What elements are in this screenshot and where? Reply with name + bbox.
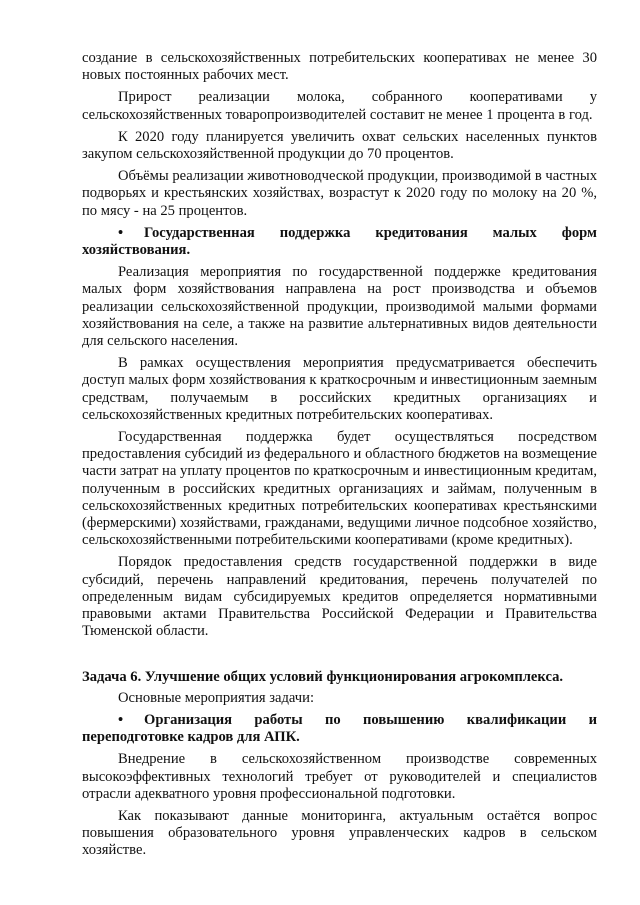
document-page	[82, 50, 597, 865]
task-heading: Задача 6. Улучшение общих условий функционирования агрокомплекса.	[82, 668, 564, 685]
bullet-heading-credit-support	[82, 225, 597, 259]
bullet-heading-training	[82, 712, 597, 746]
paragraph: Порядок предоставления средств государственной поддержки в виде субсидий, перечень направлений кредитования, перечень получателей по определенным видам субсидируемых кредитов определяется нормативными правовыми актами Правительства Российской Федерации и Правительства Тюменской области.	[82, 554, 597, 640]
paragraph: Реализация мероприятия по государственной поддержке кредитования малых форм хозяйствования направлена на рост производства и объемов реализации сельскохозяйственной продукции, производимой малыми формами хозяйствования на селе, а также на развитие альтернативных видов деятельности для сельского населения.	[82, 264, 597, 350]
bullet-icon: •	[118, 711, 124, 728]
paragraph: Государственная поддержка будет осуществляться посредством предоставления субсидий из федерального и областного бюджетов на возмещение части затрат на уплату процентов по краткосрочным и инвестиционным кредитам, полученным в российских кредитных организациях и займам, полученным в сельскохозяйственных кредитных потребительских кооперативах крестьянскими (фермерскими) хозяйствами, гражданами, ведущими личное подсобное хозяйство, сельскохозяйственными потребительскими кооперативами (кроме кредитных).	[82, 429, 597, 549]
paragraph: Объёмы реализации животноводческой продукции, производимой в частных подворьях и крестьянских хозяйствах, возрастут к 2020 году по молоку на 20 %, по мясу - на 25 процентов.	[82, 168, 597, 219]
paragraph: К 2020 году планируется увеличить охват сельских населенных пунктов закупом сельскохозяйственной продукции до 70 процентов.	[82, 128, 597, 163]
bullet-text: Государственная поддержка кредитования малых форм хозяйствования.	[82, 224, 597, 259]
paragraph: Как показывают данные мониторинга, актуальным остаётся вопрос повышения образовательного уровня управленческих кадров в сельском хозяйстве.	[82, 807, 597, 859]
paragraph: Основные мероприятия задачи:	[118, 689, 315, 706]
paragraph: Прирост реализации молока, собранного кооперативами у сельскохозяйственных товаропроизводителей составит не менее 1 процента в год.	[82, 89, 597, 123]
paragraph: Внедрение в сельскохозяйственном производстве современных высокоэффективных технологий требует от руководителей и специалистов отрасли адекватного уровня профессиональной подготовки.	[82, 751, 597, 802]
paragraph: создание в сельскохозяйственных потребительских кооперативах не менее 30 новых постоянных рабочих мест.	[82, 50, 597, 84]
bullet-icon: •	[118, 224, 124, 241]
paragraph: В рамках осуществления мероприятия предусматривается обеспечить доступ малых форм хозяйствования к краткосрочным и инвестиционным заемным средствам, получаемым в российских кредитных организациях и сельскохозяйственных кредитных потребительских кооперативах.	[82, 355, 597, 423]
bullet-text: Организация работы по повышению квалификации и переподготовке кадров для АПК.	[82, 711, 597, 746]
